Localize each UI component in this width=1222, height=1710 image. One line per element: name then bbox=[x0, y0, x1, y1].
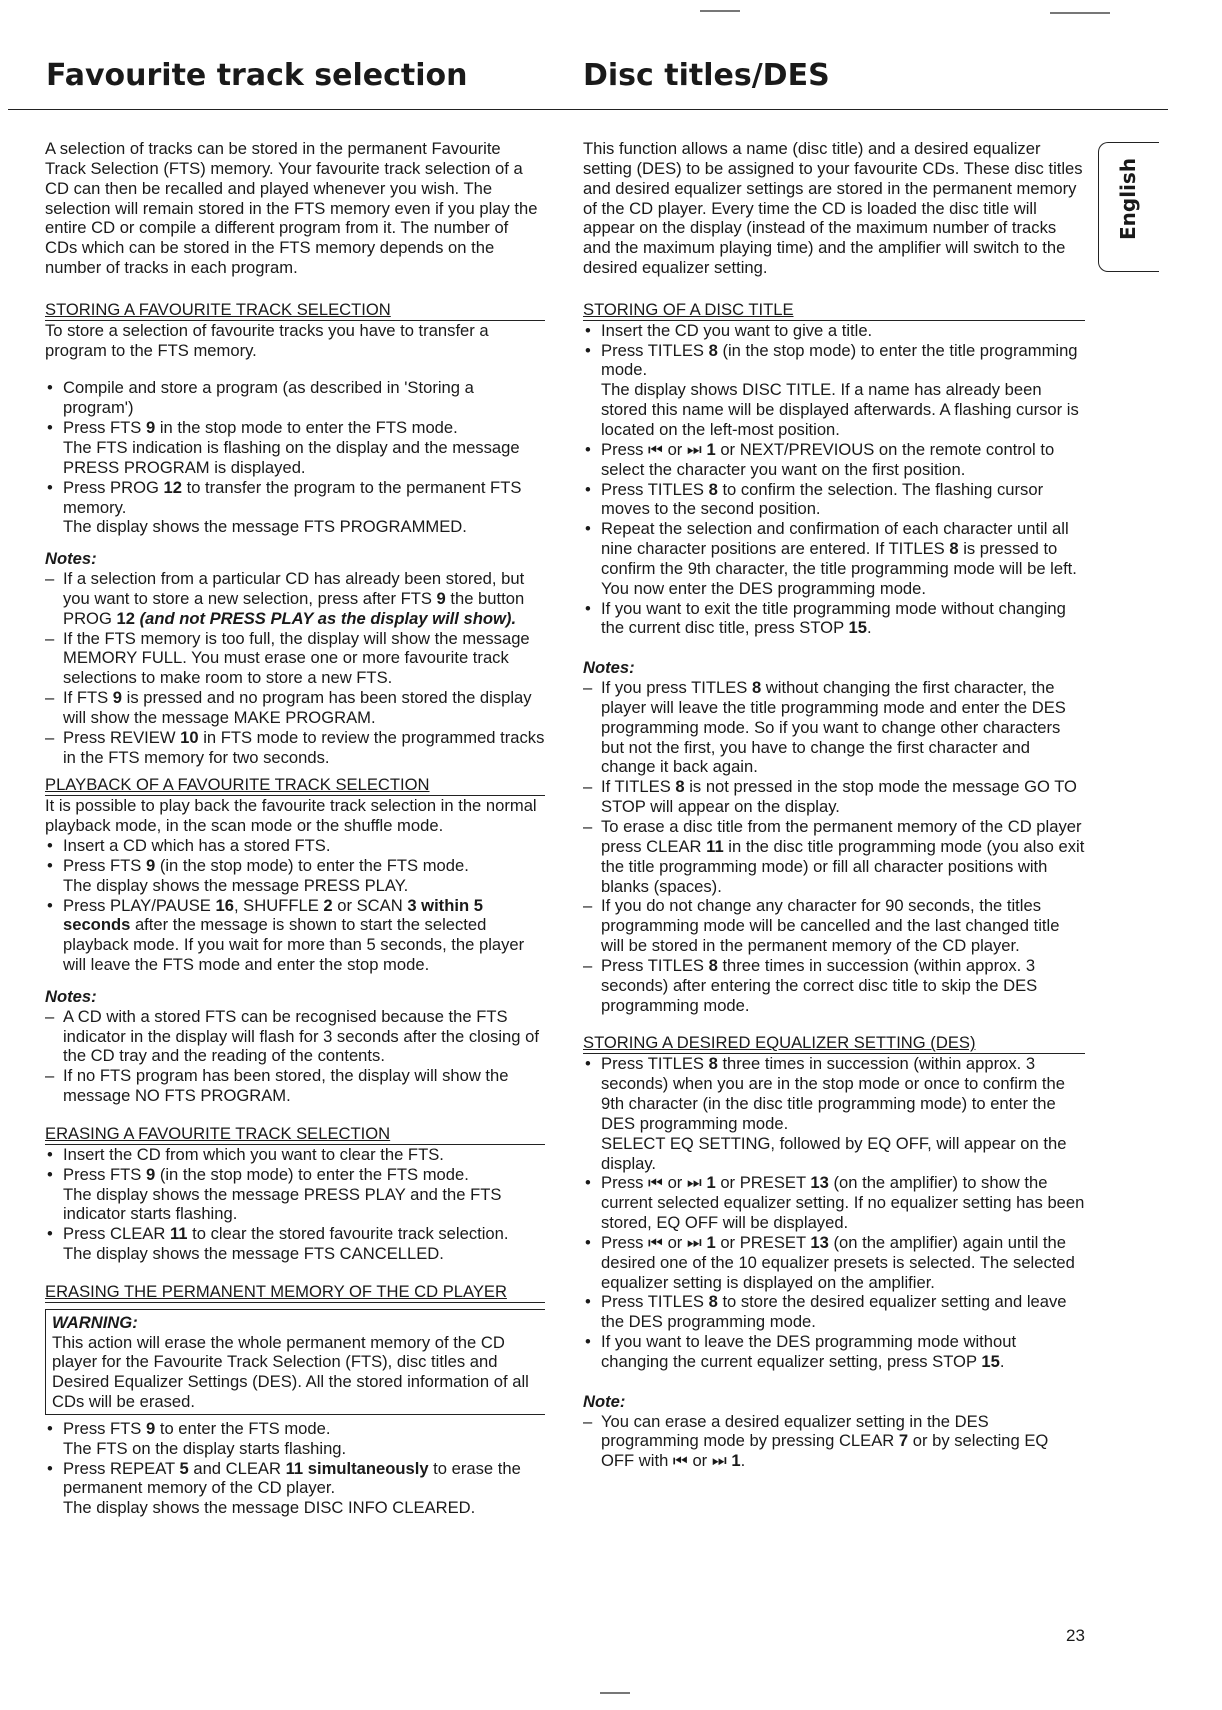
playback-steps bbox=[45, 836, 545, 975]
list-item: • Press ⏮ or ⏭ 1 or PRESET 13 (on the amplifier) again until the desired one of the 10 equalizer presets is selected. The selected equalizer setting is displayed on the amplifier. bbox=[583, 1233, 1085, 1293]
section-heading-playback-fts: PLAYBACK OF A FAVOURITE TRACK SELECTION bbox=[45, 775, 545, 796]
list-item: – A CD with a stored FTS can be recognised because the FTS indicator in the display will flash for 3 seconds after the closing of the CD tray and the reading of the contents. bbox=[45, 1007, 545, 1067]
list-item: • Press ⏮ or ⏭ 1 or NEXT/PREVIOUS on the remote control to select the character you want on the first position. bbox=[583, 440, 1085, 480]
list-item: • Press FTS 9 (in the stop mode) to enter the FTS mode. The display shows the message PRESS PLAY and the FTS indicator starts flashing. bbox=[45, 1165, 545, 1225]
list-item: – If you press TITLES 8 without changing the first character, the player will leave the title programming mode and enter the DES programming mode. So if you want to change other characters but not the first, you have to change the first character and change it back again. bbox=[583, 678, 1085, 777]
permanent-steps bbox=[45, 1419, 545, 1518]
list-item: • Insert a CD which has a stored FTS. bbox=[45, 836, 545, 856]
list-item: • Insert the CD you want to give a title. bbox=[583, 321, 1085, 341]
section-heading-des: STORING A DESIRED EQUALIZER SETTING (DES) bbox=[583, 1033, 1085, 1054]
list-item: • Press ⏮ or ⏭ 1 or PRESET 13 (on the amplifier) to show the current selected equalizer setting. If no equalizer setting has been stored, EQ OFF will be displayed. bbox=[583, 1173, 1085, 1233]
list-item: – If no FTS program has been stored, the display will show the message NO FTS PROGRAM. bbox=[45, 1066, 545, 1106]
list-item: • Press FTS 9 to enter the FTS mode. The FTS on the display starts flashing. bbox=[45, 1419, 545, 1459]
notes-heading: Notes: bbox=[45, 549, 97, 569]
list-item: – Press REVIEW 10 in FTS mode to review the programmed tracks in the FTS memory for two seconds. bbox=[45, 728, 545, 768]
page-number: 23 bbox=[1066, 1626, 1085, 1645]
list-item: • If you want to leave the DES programming mode without changing the current equalizer setting, press STOP 15. bbox=[583, 1332, 1085, 1372]
list-item: • Press TITLES 8 to confirm the selection. The flashing cursor moves to the second position. bbox=[583, 480, 1085, 520]
notes-heading: Notes: bbox=[45, 986, 97, 1006]
left-column bbox=[45, 139, 545, 1518]
storing-lead: To store a selection of favourite tracks you have to transfer a program to the FTS memory. bbox=[45, 320, 489, 360]
section-heading-erasing-fts: ERASING A FAVOURITE TRACK SELECTION bbox=[45, 1124, 545, 1145]
list-item: – Press TITLES 8 three times in succession (within approx. 3 seconds) after entering the correct disc title to skip the DES programming mode. bbox=[583, 956, 1085, 1016]
scan-speck bbox=[600, 1692, 630, 1694]
list-item: • Press PROG 12 to transfer the program to the permanent FTS memory. The display shows the message FTS PROGRAMMED. bbox=[45, 478, 545, 538]
list-item: – If TITLES 8 is not pressed in the stop mode the message GO TO STOP will appear on the display. bbox=[583, 777, 1085, 817]
list-item: • Press CLEAR 11 to clear the stored favourite track selection. The display shows the message FTS CANCELLED. bbox=[45, 1224, 545, 1264]
list-item: – To erase a disc title from the permanent memory of the CD player press CLEAR 11 in the disc title programming mode (you also exit the title programming mode) or fill all character positions with blanks (spaces). bbox=[583, 817, 1085, 896]
list-item: – If a selection from a particular CD has already been stored, but you want to store a new selection, press after FTS 9 the button PROG 12 (and not PRESS PLAY as the display will show). bbox=[45, 569, 545, 629]
section-heading-storing-fts: STORING A FAVOURITE TRACK SELECTION bbox=[45, 300, 545, 321]
notes-list bbox=[583, 1412, 1085, 1472]
list-item: • Compile and store a program (as described in 'Storing a program') bbox=[45, 378, 545, 418]
list-item: • Press PLAY/PAUSE 16, SHUFFLE 2 or SCAN 3 within 5 seconds after the message is shown to start the selected playback mode. If you wait for more than 5 seconds, the player will leave the FTS mode and enter the stop mode. bbox=[45, 896, 545, 975]
scan-speck bbox=[700, 10, 740, 12]
storing-steps bbox=[45, 378, 545, 537]
des-intro: This function allows a name (disc title) and a desired equalizer setting (DES) to be assigned to your favourite CDs. These disc titles and desired equalizer settings are stored in the permanent memory of the CD player. Every time the CD is loaded the disc title will appear on the display (instead of the maximum number of tracks and the maximum playing time) and the amplifier will switch to the desired equalizer setting. bbox=[583, 139, 1083, 278]
list-item: – If you do not change any character for 90 seconds, the titles programming mode will be cancelled and the last changed title will be stored in the permanent memory of the CD player. bbox=[583, 896, 1085, 956]
language-tab-label: English bbox=[1116, 157, 1140, 240]
warning-text: This action will erase the whole permanent memory of the CD player for the Favourite Track Selection (FTS), disc titles and Desired Equalizer Settings (DES). All the stored information of all CDs will be erased. bbox=[52, 1332, 529, 1412]
list-item: • Press TITLES 8 three times in succession (within approx. 3 seconds) when you are in the stop mode or once to confirm the 9th character (in the disc title programming mode) to enter the DES programming mode. SELECT EQ SETTING, followed by EQ OFF, will appear on the display. bbox=[583, 1054, 1085, 1173]
section-heading-erasing-permanent: ERASING THE PERMANENT MEMORY OF THE CD PLAYER bbox=[45, 1282, 545, 1303]
list-item: • Press TITLES 8 (in the stop mode) to enter the title programming mode. The display shows DISC TITLE. If a name has already been stored this name will be displayed afterwards. A flashing cursor is located on the left-most position. bbox=[583, 341, 1085, 440]
title-steps bbox=[583, 321, 1085, 639]
list-item: – You can erase a desired equalizer setting in the DES programming mode by pressing CLEAR 7 or by selecting EQ OFF with ⏮ or ⏭ 1. bbox=[583, 1412, 1085, 1472]
section-heading-disc-title: STORING OF A DISC TITLE bbox=[583, 300, 1085, 321]
right-column bbox=[583, 139, 1085, 1471]
left-heading: Favourite track selection bbox=[46, 58, 468, 93]
notes-list bbox=[45, 569, 545, 767]
list-item: – If the FTS memory is too full, the display will show the message MEMORY FULL. You must erase one or more favourite track selections to make room to store a new FTS. bbox=[45, 629, 545, 689]
list-item: • Press REPEAT 5 and CLEAR 11 simultaneously to erase the permanent memory of the CD player. The display shows the message DISC INFO CLEARED. bbox=[45, 1459, 545, 1519]
erasing-steps bbox=[45, 1145, 545, 1264]
des-steps bbox=[583, 1054, 1085, 1372]
playback-lead: It is possible to play back the favourite track selection in the normal playback mode, in the scan mode or the shuffle mode. bbox=[45, 796, 537, 836]
notes-list bbox=[583, 678, 1085, 1015]
list-item: • If you want to exit the title programming mode without changing the current disc title, press STOP 15. bbox=[583, 599, 1085, 639]
warning-title: WARNING: bbox=[52, 1312, 138, 1332]
warning-box bbox=[45, 1309, 545, 1415]
list-item: – If FTS 9 is pressed and no program has been stored the display will show the message MAKE PROGRAM. bbox=[45, 688, 545, 728]
list-item: • Repeat the selection and confirmation of each character until all nine character positions are entered. If TITLES 8 is pressed to confirm the 9th character, the title programming mode will be left. You now enter the DES programming mode. bbox=[583, 519, 1085, 598]
notes-heading: Notes: bbox=[583, 658, 635, 678]
list-item: • Insert the CD from which you want to clear the FTS. bbox=[45, 1145, 545, 1165]
fts-intro: A selection of tracks can be stored in the permanent Favourite Track Selection (FTS) memory. Your favourite track selection of a CD can then be recalled and played whenever you wish. The selection will remain stored in the FTS memory even if you play the entire CD or compile a different program from it. The number of CDs which can be stored in the FTS memory depends on the number of tracks in each program. bbox=[45, 139, 538, 278]
list-item: • Press TITLES 8 to store the desired equalizer setting and leave the DES programming mode. bbox=[583, 1292, 1085, 1332]
header-rule bbox=[8, 109, 1168, 110]
right-heading: Disc titles/DES bbox=[583, 58, 830, 93]
list-item: • Press FTS 9 (in the stop mode) to enter the FTS mode. The display shows the message PRESS PLAY. bbox=[45, 856, 545, 896]
notes-heading: Note: bbox=[583, 1391, 626, 1411]
list-item: • Press FTS 9 in the stop mode to enter the FTS mode. The FTS indication is flashing on the display and the message PRESS PROGRAM is displayed. bbox=[45, 418, 545, 478]
scan-speck bbox=[1050, 12, 1110, 14]
notes-list bbox=[45, 1007, 545, 1106]
